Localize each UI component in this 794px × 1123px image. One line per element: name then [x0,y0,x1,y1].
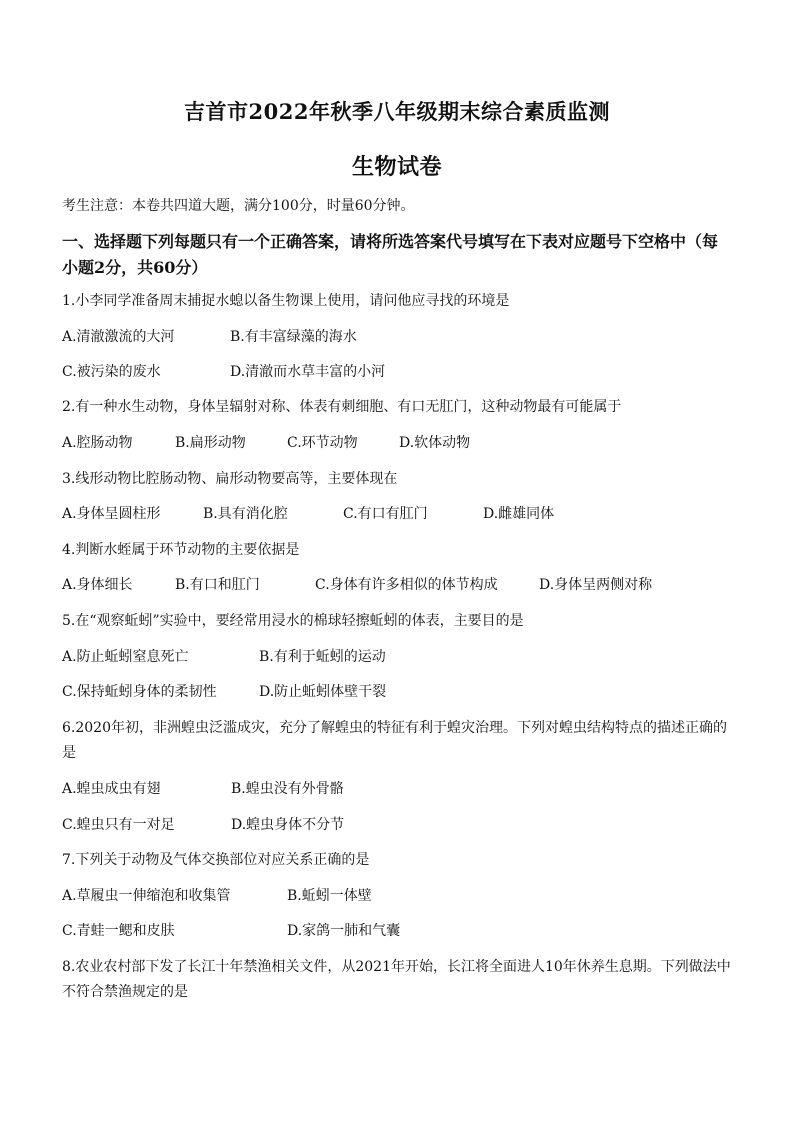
question-3-option-a: A.身体呈圆柱形 [62,506,161,522]
question-5-option-b: B.有利于蚯蚓的运动 [259,649,386,665]
question-6-option-d: D.蝗虫身体不分节 [231,817,345,833]
question-3-option-d: D.雌雄同体 [483,506,555,522]
section-heading-line-2: 小题2分，共60分） [62,258,208,277]
question-6-stem-line-2: 是 [62,745,76,761]
question-2-stem: 2.有一种水生动物，身体呈辐射对称、体表有刺细胞、有口无肛门，这种动物最有可能属于 [62,399,622,415]
question-6-option-b: B.蝗虫没有外骨骼 [231,781,344,797]
exam-title: 吉首市2022年秋季八年级期末综合素质监测 [184,99,610,124]
question-4-stem: 4.判断水蛭属于环节动物的主要依据是 [62,542,300,558]
question-6-stem-line-1: 6.2020年初，非洲蝗虫泛滥成灾，充分了解蝗虫的特征有利于蝗灾治理。下列对蝗虫结构特点的描述正确的 [62,720,727,736]
question-1-option-a: A.清澈激流的大河 [62,329,175,345]
question-4-option-d: D.身体呈两侧对称 [539,577,653,593]
question-4-option-a: A.身体细长 [62,577,133,593]
question-1-stem: 1.小李同学准备周末捕捉水螅以备生物课上使用，请问他应寻找的环境是 [62,293,510,309]
question-7-option-a: A.草履虫一伸缩泡和收集管 [62,888,231,904]
question-2-option-b: B.扁形动物 [175,435,246,451]
question-8-stem-line-2: 不符合禁渔规定的是 [62,984,188,1000]
exam-notice: 考生注意：本卷共四道大题，满分100分，时量60分钟。 [62,198,415,214]
section-heading-line-1: 一、选择题下列每题只有一个正确答案，请将所选答案代号填写在下表对应题号下空格中（每 [62,232,719,251]
question-3-stem: 3.线形动物比腔肠动物、扁形动物要高等，主要体现在 [62,471,398,487]
question-6-option-a: A.蝗虫成虫有翅 [62,781,161,797]
question-6-option-c: C.蝗虫只有一对足 [62,817,175,833]
question-7-option-d: D.家鸽一肺和气囊 [287,923,401,939]
question-2-option-d: D.软体动物 [399,435,471,451]
question-5-option-a: A.防止蚯蚓窒息死亡 [62,649,189,665]
question-7-option-b: B.蚯蚓一体壁 [287,888,372,904]
question-7-stem: 7.下列关于动物及气体交换部位对应关系正确的是 [62,852,370,868]
question-5-option-d: D.防止蚯蚓体壁干裂 [259,684,387,700]
question-4-option-b: B.有口和肛门 [175,577,260,593]
exam-subtitle: 生物试卷 [351,154,442,180]
question-5-option-c: C.保持蚯蚓身体的柔韧性 [62,684,217,700]
question-7-option-c: C.青蛙一鳃和皮肤 [62,923,175,939]
question-2-option-a: A.腔肠动物 [62,435,133,451]
question-3-option-c: C.有口有肛门 [343,506,428,522]
question-5-stem: 5.在“观察蚯蚓”实验中，要经常用浸水的棉球轻擦蚯蚓的体表，主要目的是 [62,613,524,629]
question-1-option-d: D.清澈而水草丰富的小河 [230,364,386,380]
question-1-option-c: C.被污染的废水 [62,364,161,380]
question-8-stem-line-1: 8.农业农村部下发了长江十年禁渔相关文件，从2021年开始，长江将全面进人10年休养生息期。下列做法中 [62,959,731,975]
question-1-option-b: B.有丰富绿藻的海水 [230,329,357,345]
question-3-option-b: B.具有消化腔 [203,506,288,522]
question-2-option-c: C.环节动物 [287,435,358,451]
question-4-option-c: C.身体有许多相似的体节构成 [315,577,498,593]
